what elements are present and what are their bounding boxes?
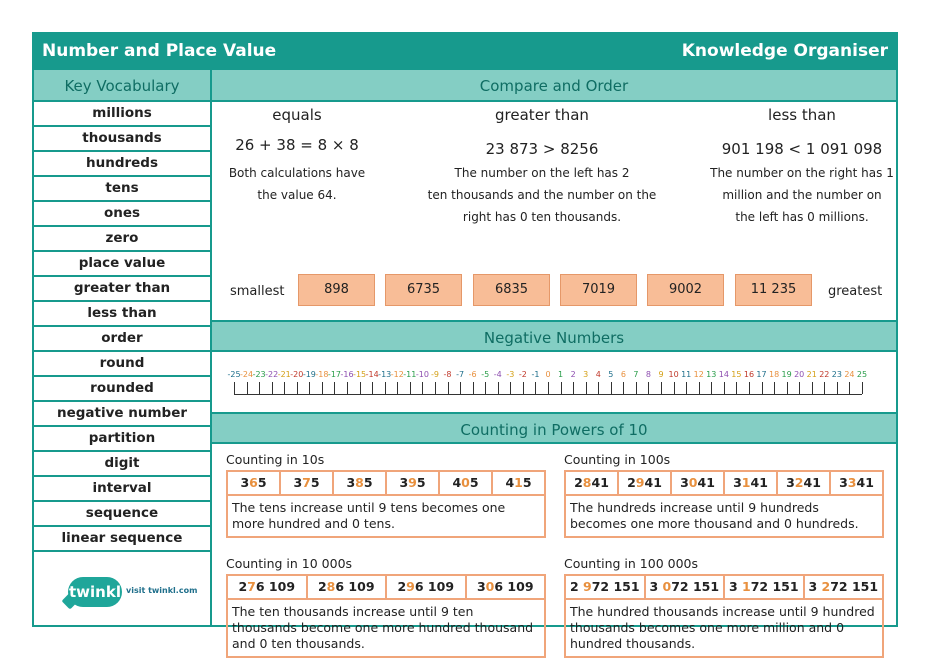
number-line-label: 21	[806, 370, 817, 379]
number-line-label: 4	[595, 370, 601, 379]
desc-line: million and the number on	[722, 188, 882, 202]
fixed-digits: 3	[346, 475, 356, 490]
vocabulary-item: digit	[34, 452, 210, 477]
number-line-tick	[272, 382, 273, 394]
vocabulary-heading: Key Vocabulary	[34, 70, 210, 102]
number-line-label: -20	[290, 370, 304, 379]
fixed-digits: 5	[416, 475, 426, 490]
number-line-tick	[862, 382, 863, 394]
counting-label: Counting in 10 000s	[226, 556, 353, 571]
counting-sequence	[228, 472, 544, 496]
number-line-label: -21	[277, 370, 291, 379]
desc-line: ten thousands and the number on the	[427, 188, 657, 202]
number-line-tick	[334, 382, 335, 394]
fixed-digits: 3	[240, 475, 250, 490]
fixed-digits: 3	[728, 579, 742, 594]
changing-digit: 1	[514, 475, 523, 490]
number-line-tick	[385, 382, 386, 394]
number-line-label: 14	[718, 370, 729, 379]
number-line-label: -7	[456, 370, 465, 379]
main-content	[212, 70, 896, 651]
page-subtitle: Knowledge Organiser	[681, 41, 888, 61]
counting-cell	[308, 576, 388, 598]
number-line-label: 17	[756, 370, 767, 379]
number-line-tick	[234, 382, 235, 394]
number-line-tick	[586, 382, 587, 394]
counting-cell	[672, 472, 725, 494]
number-line-label: 22	[819, 370, 830, 379]
vocabulary-item: partition	[34, 427, 210, 452]
number-line-tick	[473, 382, 474, 394]
number-line-tick	[648, 382, 649, 394]
number-line-tick	[787, 382, 788, 394]
fixed-digits: 2	[569, 579, 583, 594]
vocabulary-item: millions	[34, 102, 210, 127]
vocabulary-item: linear sequence	[34, 527, 210, 552]
fixed-digits: 41	[644, 475, 662, 490]
vocabulary-item: greater than	[34, 277, 210, 302]
counting-cell	[228, 472, 281, 494]
number-line-label: 13	[706, 370, 717, 379]
number-line-label: 10	[668, 370, 679, 379]
greater-than-title: greater than	[495, 106, 589, 124]
number-line-tick	[259, 382, 260, 394]
less-than-column	[702, 106, 902, 228]
counting-label: Counting in 10s	[226, 452, 325, 467]
counting-sequence	[228, 576, 544, 600]
changing-digit: 0	[461, 475, 470, 490]
counting-block-10000s	[226, 556, 546, 658]
number-line-tick	[711, 382, 712, 394]
number-line-tick	[284, 382, 285, 394]
order-row	[212, 274, 896, 308]
number-line-tick	[686, 382, 687, 394]
number-line-label: -15	[353, 370, 367, 379]
number-line-tick	[297, 382, 298, 394]
number-line-tick	[372, 382, 373, 394]
number-line-tick	[561, 382, 562, 394]
fixed-digits: 4	[452, 475, 462, 490]
vocabulary-item: negative number	[34, 402, 210, 427]
vocabulary-item: less than	[34, 302, 210, 327]
fixed-digits: 5	[522, 475, 532, 490]
number-line-label: -9	[430, 370, 439, 379]
fixed-digits: 4	[505, 475, 515, 490]
number-line-label: -4	[493, 370, 502, 379]
changing-digit: 9	[408, 475, 417, 490]
less-than-expression: 901 198 < 1 091 098	[721, 140, 883, 158]
number-line-tick	[636, 382, 637, 394]
number-line-tick	[498, 382, 499, 394]
counting-cell	[805, 576, 883, 598]
counting-sequence	[566, 576, 882, 600]
number-line-tick	[799, 382, 800, 394]
number-line-label: -1	[531, 370, 540, 379]
number-line-tick	[247, 382, 248, 394]
counting-cell	[619, 472, 672, 494]
number-line-label: -24	[240, 370, 254, 379]
counting-block-100000s	[564, 556, 884, 658]
number-line-label: 16	[743, 370, 755, 379]
number-line-label: -19	[302, 370, 316, 379]
number-line-tick	[535, 382, 536, 394]
counting-explanation: The hundred thousands increase until 9 hundred thousands becomes one more million and 0 hundred thousands.	[570, 604, 875, 651]
fixed-digits: 6 109	[335, 579, 375, 594]
number-line-label: -25	[227, 370, 241, 379]
number-line-label: -3	[506, 370, 515, 379]
number-line-tick	[360, 382, 361, 394]
fixed-digits: 72 151	[591, 579, 640, 594]
number-line-label: 24	[844, 370, 855, 379]
fixed-digits: 41	[750, 475, 768, 490]
fixed-digits: 3	[293, 475, 303, 490]
number-line-tick	[824, 382, 825, 394]
equals-expression: 26 + 38 = 8 × 8	[235, 136, 359, 154]
number-line-label: -5	[481, 370, 490, 379]
vocabulary-item: place value	[34, 252, 210, 277]
fixed-digits: 3	[680, 475, 689, 490]
number-line-tick	[410, 382, 411, 394]
ordered-number: 6735	[385, 274, 462, 306]
fixed-digits: 3	[808, 579, 822, 594]
number-line-label: -11	[403, 370, 417, 379]
number-line-label: -6	[468, 370, 477, 379]
fixed-digits: 2	[397, 579, 407, 594]
counting-cell	[440, 472, 493, 494]
counting-table	[226, 470, 546, 538]
changing-digit: 0	[485, 579, 495, 594]
number-line-tick	[322, 382, 323, 394]
number-line-tick	[448, 382, 449, 394]
changing-digit: 8	[582, 475, 592, 490]
number-line-label: 18	[768, 370, 780, 379]
ordered-number: 898	[298, 274, 375, 306]
number-line-label: -18	[315, 370, 329, 379]
vocabulary-list	[34, 102, 210, 552]
equals-column	[222, 106, 372, 206]
counting-label: Counting in 100 000s	[564, 556, 698, 571]
number-line-label: -22	[265, 370, 279, 379]
fixed-digits: 72 151	[830, 579, 879, 594]
number-line-label: 15	[731, 370, 742, 379]
compare-heading: Compare and Order	[212, 70, 896, 102]
changing-digit: 8	[355, 475, 364, 490]
number-line-tick	[309, 382, 310, 394]
number-line-tick	[573, 382, 574, 394]
number-line-base	[234, 394, 862, 395]
equals-title: equals	[272, 106, 322, 124]
number-line-tick	[837, 382, 838, 394]
counting-cell	[228, 576, 308, 598]
vocabulary-item: interval	[34, 477, 210, 502]
ordered-number: 7019	[560, 274, 637, 306]
changing-digit: 1	[742, 579, 751, 594]
equals-description	[222, 162, 372, 206]
fixed-digits: 72 151	[750, 579, 799, 594]
changing-digit: 0	[662, 579, 672, 594]
fixed-digits: 41	[697, 475, 715, 490]
vocabulary-sidebar	[34, 70, 212, 625]
less-than-title: less than	[768, 106, 836, 124]
vocabulary-item: hundreds	[34, 152, 210, 177]
changing-digit: 9	[406, 579, 415, 594]
logo-area	[34, 553, 210, 625]
counting-explanation: The tens increase until 9 tens becomes one more hundred and 0 tens.	[232, 500, 506, 531]
vocabulary-item: rounded	[34, 377, 210, 402]
number-line-label: -13	[378, 370, 392, 379]
fixed-digits: 3	[399, 475, 409, 490]
desc-line: the left has 0 millions.	[735, 210, 869, 224]
number-line	[212, 360, 896, 414]
desc-line: The number on the left has 2	[454, 166, 630, 180]
counting-table	[564, 574, 884, 658]
smallest-label: smallest	[230, 284, 285, 299]
number-line-tick	[611, 382, 612, 394]
counting-block-10s	[226, 452, 546, 538]
fixed-digits: 6 109	[494, 579, 534, 594]
fixed-digits: 3	[839, 475, 848, 490]
counting-cell	[334, 472, 387, 494]
number-line-tick	[849, 382, 850, 394]
number-line-label: -23	[252, 370, 266, 379]
greater-than-expression: 23 873 > 8256	[485, 140, 599, 158]
changing-digit: 1	[741, 475, 751, 490]
number-line-tick	[523, 382, 524, 394]
fixed-digits: 6 109	[414, 579, 455, 594]
counting-explanation: The hundreds increase until 9 hundreds becomes one more thousand and 0 hundreds.	[570, 500, 859, 531]
number-line-tick	[661, 382, 662, 394]
number-line-tick	[774, 382, 775, 394]
number-line-label: -16	[340, 370, 354, 379]
number-line-tick	[749, 382, 750, 394]
desc-line: right has 0 ten thousands.	[462, 210, 622, 224]
ordered-number: 6835	[473, 274, 550, 306]
number-line-label: 23	[831, 370, 842, 379]
changing-digit: 3	[847, 475, 857, 490]
counting-cell	[725, 472, 778, 494]
less-than-description	[702, 162, 902, 228]
counting-sequence	[566, 472, 882, 496]
vocabulary-item: thousands	[34, 127, 210, 152]
desc-line: Both calculations have	[228, 166, 366, 180]
number-line-tick	[623, 382, 624, 394]
counting-cell	[387, 472, 440, 494]
greater-than-description	[422, 162, 662, 228]
changing-digit: 6	[249, 475, 258, 490]
ordered-number: 11 235	[735, 274, 812, 306]
number-line-tick	[548, 382, 549, 394]
number-line-tick	[736, 382, 737, 394]
number-line-label: -14	[365, 370, 379, 379]
fixed-digits: 5	[469, 475, 479, 490]
powers-heading: Counting in Powers of 10	[212, 412, 896, 444]
vocabulary-item: order	[34, 327, 210, 352]
counting-cell	[725, 576, 805, 598]
number-line-label: 1	[558, 370, 564, 379]
changing-digit: 2	[794, 475, 804, 490]
fixed-digits: 2	[627, 475, 636, 490]
fixed-digits: 41	[803, 475, 821, 490]
fixed-digits: 72 151	[671, 579, 720, 594]
number-line-label: 8	[645, 370, 652, 379]
fixed-digits: 5	[363, 475, 373, 490]
number-line-tick	[724, 382, 725, 394]
fixed-digits: 5	[257, 475, 267, 490]
fixed-digits: 6 109	[255, 579, 296, 594]
counting-cell	[493, 472, 544, 494]
title-bar	[34, 34, 896, 70]
number-line-tick	[812, 382, 813, 394]
number-line-label: -8	[443, 370, 452, 379]
fixed-digits: 3	[649, 579, 663, 594]
number-line-label: 6	[620, 370, 626, 379]
number-line-tick	[598, 382, 599, 394]
number-line-label: 19	[781, 370, 792, 379]
counting-cell	[646, 576, 726, 598]
twinkl-logo: twinkl	[68, 577, 122, 607]
changing-digit: 9	[583, 579, 592, 594]
number-line-label: -10	[415, 370, 429, 379]
counting-cell	[387, 576, 467, 598]
number-line-label: 25	[856, 370, 868, 379]
number-line-tick	[674, 382, 675, 394]
greatest-label: greatest	[828, 284, 883, 299]
number-line-label: 20	[794, 370, 805, 379]
knowledge-organiser	[32, 32, 898, 651]
number-line-label: 2	[570, 370, 576, 379]
changing-digit: 2	[821, 579, 831, 594]
number-line-labels	[227, 370, 874, 382]
counting-table	[226, 574, 546, 658]
desc-line: The number on the right has 1	[710, 166, 894, 180]
number-line-tick	[510, 382, 511, 394]
vocabulary-item: ones	[34, 202, 210, 227]
counting-explanation: The ten thousands increase until 9 ten thousands become one more hundred thousand and 0 ten thousands.	[232, 604, 534, 651]
fixed-digits: 41	[591, 475, 609, 490]
number-line-label: 5	[608, 370, 614, 379]
visit-link[interactable]: visit twinkl.com	[126, 586, 198, 595]
number-line-label: 12	[693, 370, 704, 379]
counting-cell	[467, 576, 545, 598]
fixed-digits: 3	[476, 579, 486, 594]
fixed-digits: 2	[238, 579, 248, 594]
fixed-digits: 2	[574, 475, 583, 490]
changing-digit: 8	[326, 579, 336, 594]
changing-digit: 7	[302, 475, 311, 490]
counting-cell	[831, 472, 882, 494]
vocabulary-item: tens	[34, 177, 210, 202]
number-line-label: 11	[681, 370, 692, 379]
number-line-label: 3	[583, 370, 589, 379]
fixed-digits: 3	[733, 475, 742, 490]
counting-label: Counting in 100s	[564, 452, 671, 467]
number-line-tick	[460, 382, 461, 394]
counting-table	[564, 470, 884, 538]
number-line-tick	[485, 382, 486, 394]
page-title: Number and Place Value	[42, 41, 277, 61]
number-line-tick	[762, 382, 763, 394]
number-line-label: 0	[545, 370, 551, 379]
number-line-label: -17	[327, 370, 342, 379]
number-line-tick	[347, 382, 348, 394]
counting-cell	[281, 472, 334, 494]
number-line-tick	[699, 382, 700, 394]
changing-digit: 9	[635, 475, 645, 490]
counting-cell	[566, 472, 619, 494]
vocabulary-item: zero	[34, 227, 210, 252]
number-line-label: -2	[518, 370, 527, 379]
fixed-digits: 2	[317, 579, 327, 594]
vocabulary-item: sequence	[34, 502, 210, 527]
counting-cell	[778, 472, 831, 494]
desc-line: the value 64.	[257, 188, 337, 202]
changing-digit: 7	[247, 579, 256, 594]
greater-than-column	[422, 106, 662, 228]
vocabulary-item: round	[34, 352, 210, 377]
number-line-label: 9	[658, 370, 664, 379]
ordered-number: 9002	[647, 274, 724, 306]
number-line-tick	[422, 382, 423, 394]
number-line-tick	[435, 382, 436, 394]
number-line-tick	[397, 382, 398, 394]
negative-heading: Negative Numbers	[212, 320, 896, 352]
changing-digit: 0	[688, 475, 698, 490]
number-line-label: 7	[633, 370, 639, 379]
fixed-digits: 5	[310, 475, 320, 490]
counting-block-100s	[564, 452, 884, 538]
number-line-label: -12	[390, 370, 404, 379]
fixed-digits: 3	[786, 475, 795, 490]
fixed-digits: 41	[856, 475, 874, 490]
counting-cell	[566, 576, 646, 598]
